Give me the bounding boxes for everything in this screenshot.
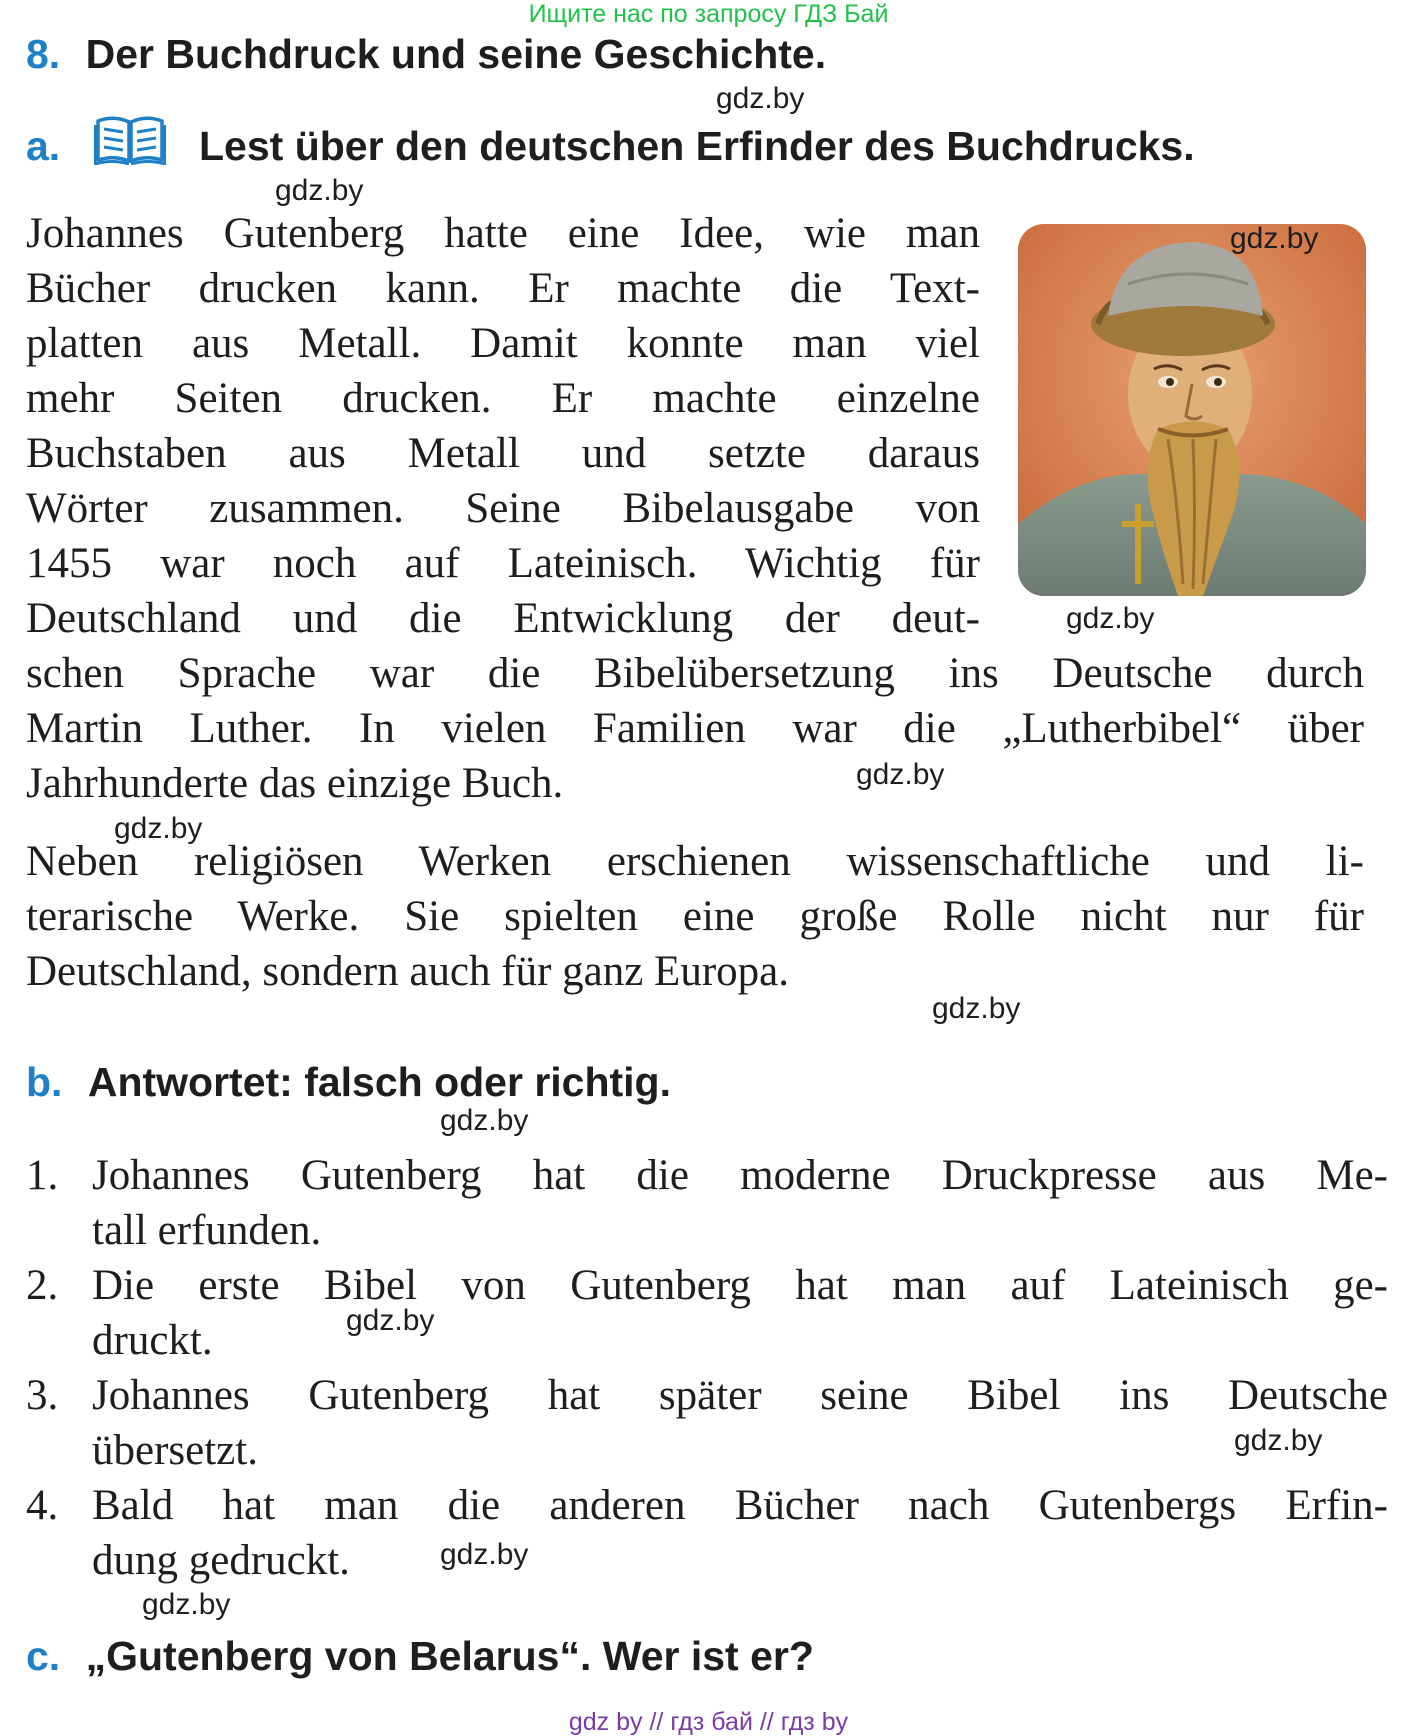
top-banner: Ищите нас по запросу ГДЗ Бай (528, 0, 889, 28)
statement-item (26, 1478, 1388, 1588)
paragraph-1-wrap-left (26, 206, 980, 646)
watermark: gdz.by (142, 1588, 231, 1621)
paragraph-1-line: Johannes Gutenberg hatte eine Idee, wie man (26, 210, 980, 257)
part-a-marker: a. (26, 123, 61, 169)
statement-number: 2. (26, 1262, 59, 1309)
statement-line: Bald hat man die anderen Bücher nach Gutenbergs Erfin- (92, 1482, 1388, 1529)
watermark: gdz.by (1230, 222, 1319, 255)
part-c-heading (26, 1632, 814, 1680)
watermark: gdz.by (440, 1104, 529, 1137)
open-book-icon (94, 115, 166, 175)
statement-line: dung gedruckt. (92, 1537, 350, 1584)
statement-line: übersetzt. (92, 1427, 258, 1474)
statement-item (26, 1258, 1388, 1368)
statement-item (26, 1368, 1388, 1478)
paragraph-2 (26, 834, 1364, 999)
statement-line: Johannes Gutenberg hat die moderne Druckpresse aus Me- (92, 1152, 1388, 1199)
statement-line: Johannes Gutenberg hat später seine Bibel ins Deutsche (92, 1372, 1388, 1419)
watermark: gdz.by (114, 812, 203, 845)
statement-item (26, 1148, 1388, 1258)
statement-number: 1. (26, 1152, 59, 1199)
paragraph-1-line: schen Sprache war die Bibelübersetzung ins Deutsche durch (26, 650, 1364, 697)
paragraph-1-line: Bücher drucken kann. Er machte die Text- (26, 265, 980, 312)
paragraph-1-line: 1455 war noch auf Lateinisch. Wichtig für (26, 540, 980, 587)
watermark: gdz.by (275, 174, 364, 207)
paragraph-2-line: Deutschland, sondern auch für ganz Europa. (26, 948, 789, 995)
exercise-title: Der Buchdruck und seine Geschichte. (85, 31, 827, 77)
watermark: gdz.by (856, 758, 945, 791)
paragraph-1-line: Deutschland und die Entwicklung der deut- (26, 595, 980, 642)
part-c-title: „Gutenberg von Belarus“. Wer ist er? (85, 1633, 814, 1679)
exercise-number: 8. (26, 31, 61, 77)
part-a-title: Lest über den deutschen Erfinder des Buchdrucks. (199, 123, 1195, 169)
gutenberg-portrait (1018, 224, 1366, 596)
exercise-heading (26, 30, 826, 78)
watermark: gdz.by (932, 992, 1021, 1025)
statement-line: tall erfunden. (92, 1207, 322, 1254)
statement-line: Die erste Bibel von Gutenberg hat man auf Lateinisch ge- (92, 1262, 1388, 1309)
watermark: gdz.by (1234, 1424, 1323, 1457)
statement-number: 3. (26, 1372, 59, 1419)
statement-line: druckt. (92, 1317, 213, 1364)
watermark: gdz.by (346, 1304, 435, 1337)
part-a-heading (26, 122, 1195, 175)
paragraph-1-line: platten aus Metall. Damit konnte man viel (26, 320, 980, 367)
part-c-marker: c. (26, 1633, 61, 1679)
part-b-marker: b. (26, 1059, 63, 1105)
paragraph-1-line: mehr Seiten drucken. Er machte einzelne (26, 375, 980, 422)
part-b-heading (26, 1058, 671, 1106)
paragraph-1-line: Jahrhunderte das einzige Buch. (26, 760, 564, 807)
paragraph-1-line: Martin Luther. In vielen Familien war die „Lutherbibel“ über (26, 705, 1364, 752)
part-b-title: Antwortet: falsch oder richtig. (87, 1059, 671, 1105)
paragraph-1-line: Buchstaben aus Metall und setzte daraus (26, 430, 980, 477)
watermark: gdz.by (716, 82, 805, 115)
paragraph-1-line: Wörter zusammen. Seine Bibelausgabe von (26, 485, 980, 532)
statement-number: 4. (26, 1482, 59, 1529)
watermark: gdz.by (440, 1538, 529, 1571)
watermark: gdz.by (1066, 602, 1155, 635)
paragraph-2-line: terarische Werke. Sie spielten eine große Rolle nicht nur für (26, 893, 1364, 940)
paragraph-2-line: Neben religiösen Werken erschienen wissenschaftliche und li- (26, 838, 1364, 885)
paragraph-1-wrap-full (26, 646, 1364, 811)
footer-watermark: gdz by // гдз бай // гдз by (568, 1708, 849, 1736)
